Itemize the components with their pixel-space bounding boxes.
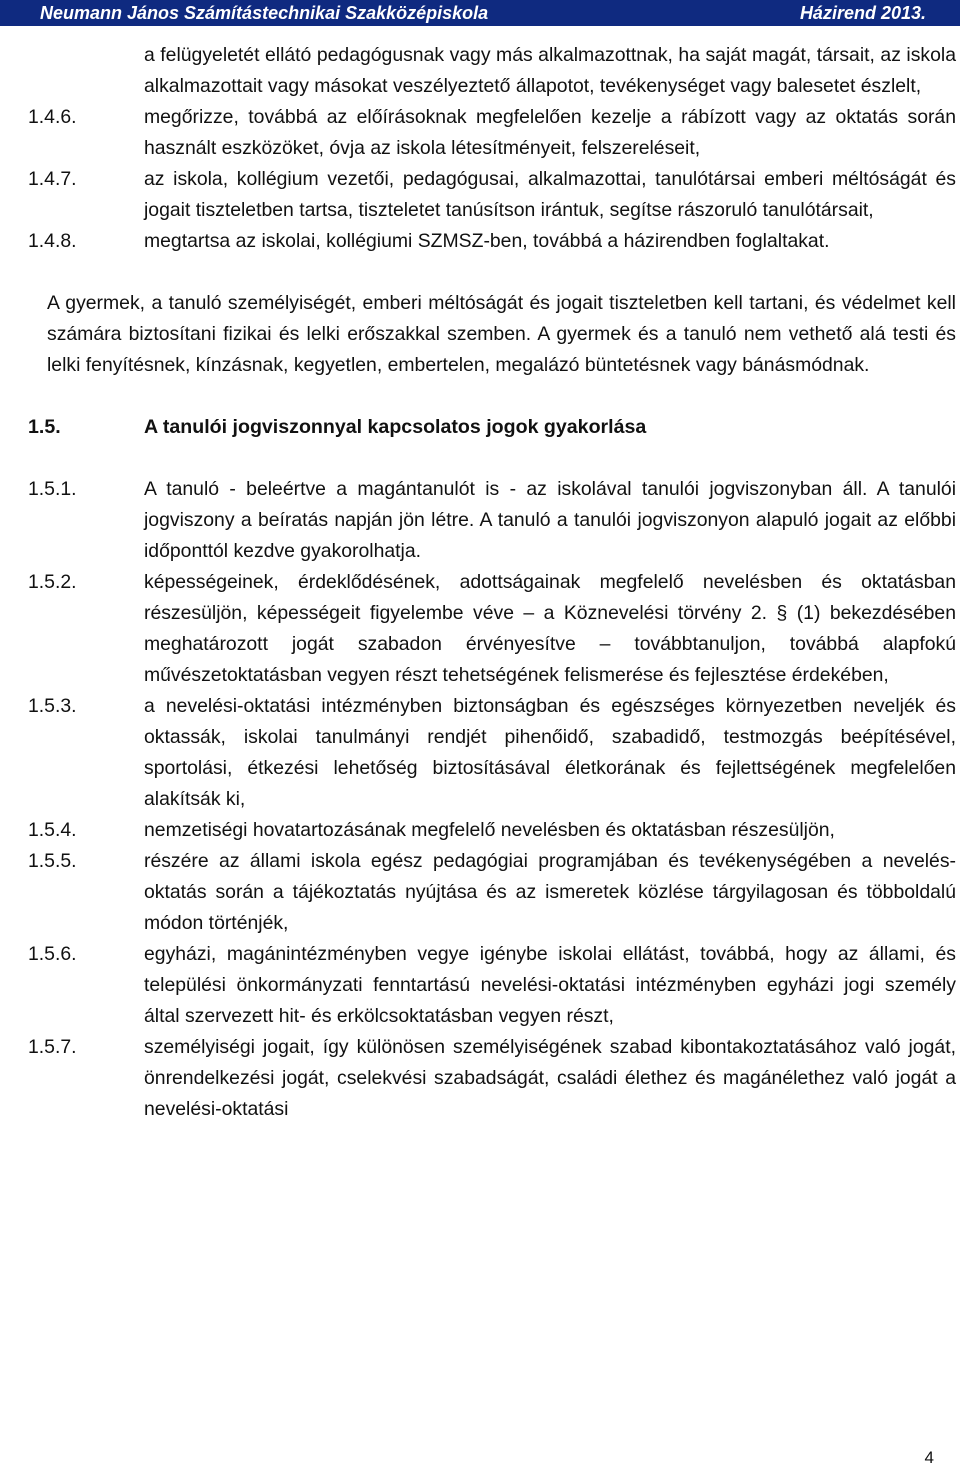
item-number: 1.4.8. [28,230,77,252]
page-header [0,0,960,26]
item-number: 1.5.3. [28,695,77,717]
section-number: 1.5. [28,416,61,438]
item-number: 1.5.2. [28,571,77,593]
list-item-1-5-6 [28,939,956,1032]
section-title: A tanulói jogviszonnyal kapcsolatos jogok gyakorlása [144,416,647,438]
item-number: 1.5.6. [28,943,77,965]
list-item-1-5-1 [28,474,956,567]
item-text: részére az állami iskola egész pedagógiai programjában és tevékenységében a nevelés-oktatás során a tájékoztatás nyújtása és az ismeretek közlése tárgyilagosan és többoldalú módon történjék, [144,850,956,934]
document-body [0,40,960,1125]
item-number: 1.5.7. [28,1036,77,1058]
header-document-title: Házirend 2013. [799,3,926,23]
list-item-1-5-4 [28,815,956,846]
item-number: 1.5.1. [28,478,77,500]
list-item-1-5-2 [28,567,956,691]
item-number: 1.4.6. [28,106,77,128]
list-item-1-5-7 [28,1032,956,1125]
item-number: 1.4.7. [28,168,77,190]
continued-text: a felügyeletét ellátó pedagógusnak vagy más alkalmazottnak, ha saját magát, társait, az iskola alkalmazottait vagy másokat veszélyeztető állapotot, tevékenységet vagy balesetet észlelt, [144,44,956,97]
item-number: 1.5.5. [28,850,77,872]
list-item-1-5-5 [28,846,956,939]
page-number: 4 [924,1448,934,1467]
list-item-1-5-3 [28,691,956,815]
list-item-1-4-6 [28,102,956,164]
item-text: a nevelési-oktatási intézményben biztonságban és egészséges környezetben neveljék és oktassák, iskolai tanulmányi rendjét pihenőidő, szabadidő, testmozgás beépítésével, sportolási, étkezési lehetőség biztosításával életkorának és fejlettségének megfelelően alakítsák ki, [144,695,956,810]
section-heading [28,412,960,443]
body-paragraph: A gyermek, a tanuló személyiségét, emberi méltóságát és jogait tiszteletben kell tartani, és védelmet kell számára biztosítani fizikai és lelki erőszakkal szemben. A gyermek és a tanuló nem vethető alá testi és lelki fenyítésnek, kínzásnak, kegyetlen, embertelen, megalázó büntetésnek vagy bánásmódnak. [47,292,956,376]
item-text: megtartsa az iskolai, kollégiumi SZMSZ-ben, továbbá a házirendben foglaltakat. [144,230,830,252]
item-text: személyiségi jogait, így különösen személyiségének szabad kibontakoztatásához való jogát, önrendelkezési jogát, cselekvési szabadságát, családi élethez és magánélethez való jogát a nevelési-oktatási [144,1036,956,1120]
item-text: képességeinek, érdeklődésének, adottságainak megfelelő nevelésben és oktatásban részesüljön, képességeit figyelembe véve – a Köznevelési törvény 2. § (1) bekezdésében meghatározott jogát szabadon érvényesítve – továbbtanuljon, továbbá alapfokú művészetoktatásban vegyen részt tehetségének felismerése és fejlesztése érdekében, [144,571,956,686]
item-text: nemzetiségi hovatartozásának megfelelő nevelésben és oktatásban részesüljön, [144,819,835,841]
item-text: az iskola, kollégium vezetői, pedagógusai, alkalmazottai, tanulótársai emberi méltóságát és jogait tiszteletben tartsa, tiszteletet tanúsítson irántuk, segítse rászoruló tanulótársait, [144,168,956,221]
item-text: egyházi, magánintézményben vegye igénybe iskolai ellátást, továbbá, hogy az állami, és települési önkormányzati fenntartású nevelési-oktatási intézményben egyházi jogi személy által szervezett hit- és erkölcsoktatásban vegyen részt, [144,943,956,1027]
item-text: megőrizze, továbbá az előírásoknak megfelelően kezelje a rábízott vagy az oktatás során használt eszközöket, óvja az iskola létesítményeit, felszereléseit, [144,106,956,159]
list-item-1-4-8 [28,226,956,257]
item-number: 1.5.4. [28,819,77,841]
header-school-name: Neumann János Számítástechnikai Szakközépiskola [40,3,489,23]
item-text: A tanuló - beleértve a magántanulót is - az iskolával tanulói jogviszonyban áll. A tanulói jogviszony a beíratás napján jön létre. A tanuló a tanulói jogviszonyon alapuló jogait az előbbi időponttól kezdve gyakorolhatja. [144,478,956,562]
list-item-1-4-7 [28,164,956,226]
